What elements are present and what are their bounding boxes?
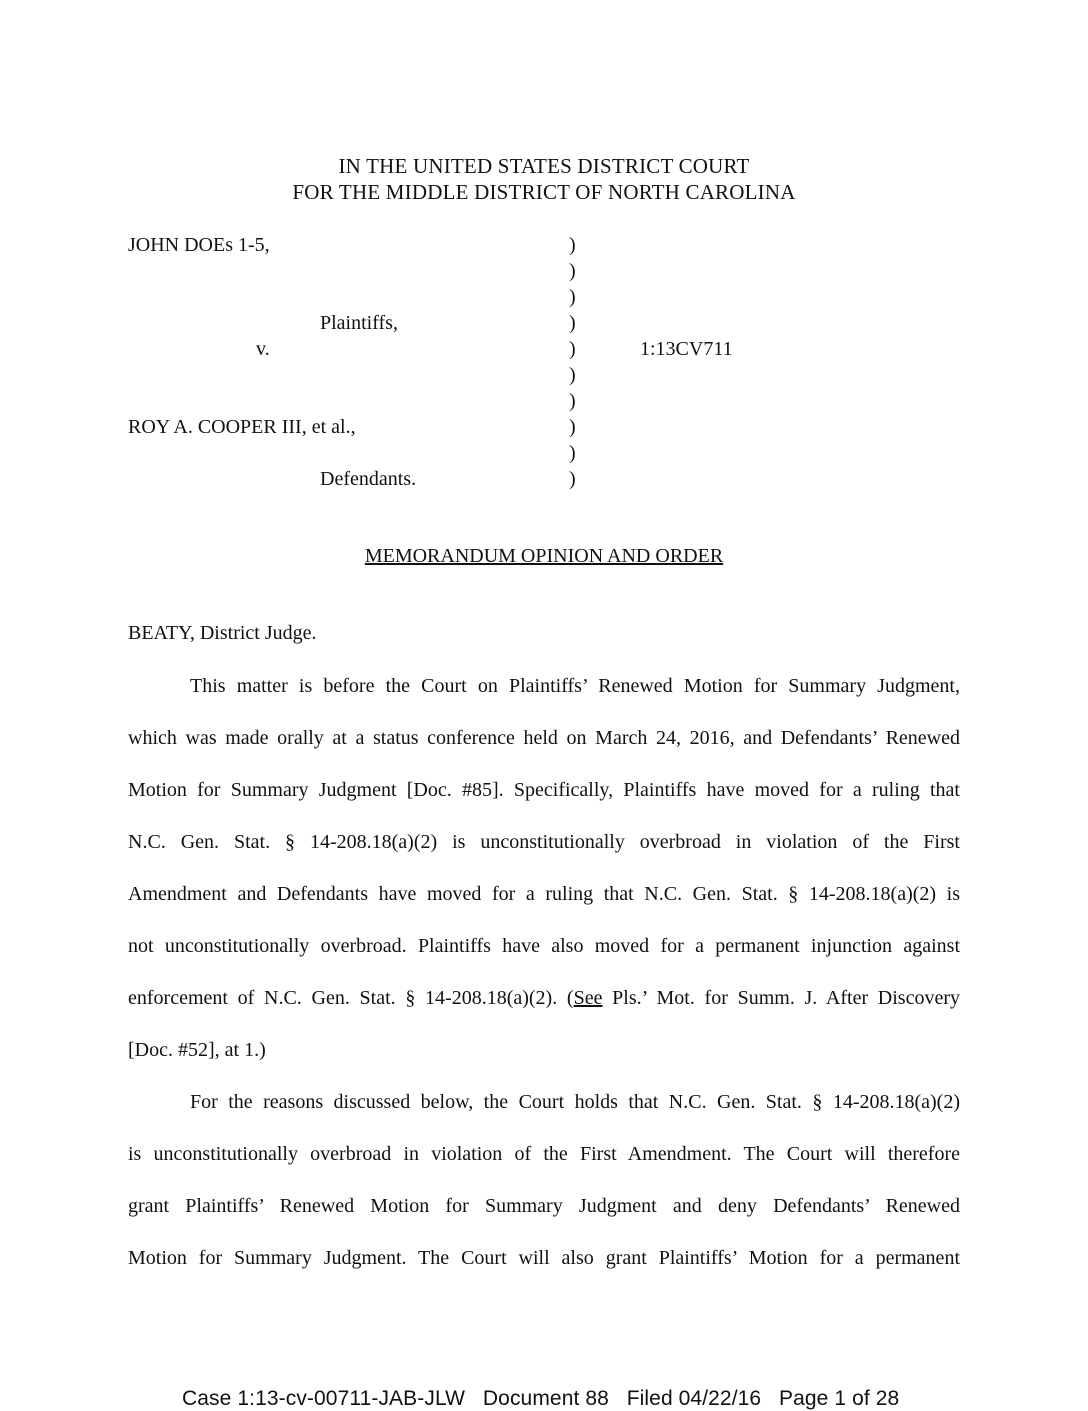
body-line: This matter is before the Court on Plaintiffs’ Renewed Motion for Summary Judgment, — [190, 675, 960, 697]
body-line: which was made orally at a status conference held on March 24, 2016, and Defendants’ Renewed — [128, 727, 960, 749]
body-line-text: enforcement of N.C. Gen. Stat. § 14-208.18(a)(2). ( — [128, 987, 574, 1009]
caption-paren: ) — [569, 468, 576, 490]
body-line: For the reasons discussed below, the Court holds that N.C. Gen. Stat. § 14-208.18(a)(2) — [190, 1091, 960, 1113]
caption-paren: ) — [569, 260, 576, 282]
document-title-text: MEMORANDUM OPINION AND ORDER — [364, 545, 724, 567]
plaintiff-name: JOHN DOEs 1-5, — [128, 234, 270, 256]
defendant-name: ROY A. COOPER III, et al., — [128, 416, 356, 438]
plaintiff-role: Plaintiffs, — [320, 312, 398, 334]
caption-paren: ) — [569, 338, 576, 360]
caption-paren: ) — [569, 416, 576, 438]
caption-paren: ) — [569, 364, 576, 386]
caption-paren: ) — [569, 286, 576, 308]
judge-line: BEATY, District Judge. — [128, 622, 317, 644]
body-line: grant Plaintiffs’ Renewed Motion for Summary Judgment and deny Defendants’ Renewed — [128, 1195, 960, 1217]
case-number: 1:13CV711 — [640, 338, 733, 360]
court-name-line-1: IN THE UNITED STATES DISTRICT COURT — [338, 154, 750, 178]
defendant-role: Defendants. — [320, 468, 417, 490]
citation-text: Pls.’ Mot. for Summ. J. After Discovery — [602, 987, 960, 1009]
body-line: Motion for Summary Judgment [Doc. #85]. Specifically, Plaintiffs have moved for a ruling that — [128, 779, 960, 801]
versus: v. — [256, 338, 270, 360]
body-line: not unconstitutionally overbroad. Plaintiffs have also moved for a permanent injunction against — [128, 935, 960, 957]
caption-paren: ) — [569, 234, 576, 256]
caption-paren: ) — [569, 312, 576, 334]
caption-paren: ) — [569, 442, 576, 464]
body-line: N.C. Gen. Stat. § 14-208.18(a)(2) is unconstitutionally overbroad in violation of the First — [128, 831, 960, 853]
body-line: Motion for Summary Judgment. The Court will also grant Plaintiffs’ Motion for a permanent — [128, 1247, 960, 1269]
citation-signal: See — [573, 987, 603, 1009]
body-line: is unconstitutionally overbroad in violation of the First Amendment. The Court will therefore — [128, 1143, 960, 1165]
body-line-with-citation — [128, 987, 960, 1010]
ecf-footer-stamp: Case 1:13-cv-00711-JAB-JLW Document 88 Filed 04/22/16 Page 1 of 28 — [182, 1387, 900, 1410]
court-name-line-2: FOR THE MIDDLE DISTRICT OF NORTH CAROLINA — [292, 180, 796, 204]
document-title — [0, 545, 1088, 568]
body-line: Amendment and Defendants have moved for a ruling that N.C. Gen. Stat. § 14-208.18(a)(2) is — [128, 883, 960, 905]
caption-paren: ) — [569, 390, 576, 412]
body-line: [Doc. #52], at 1.) — [128, 1039, 266, 1061]
